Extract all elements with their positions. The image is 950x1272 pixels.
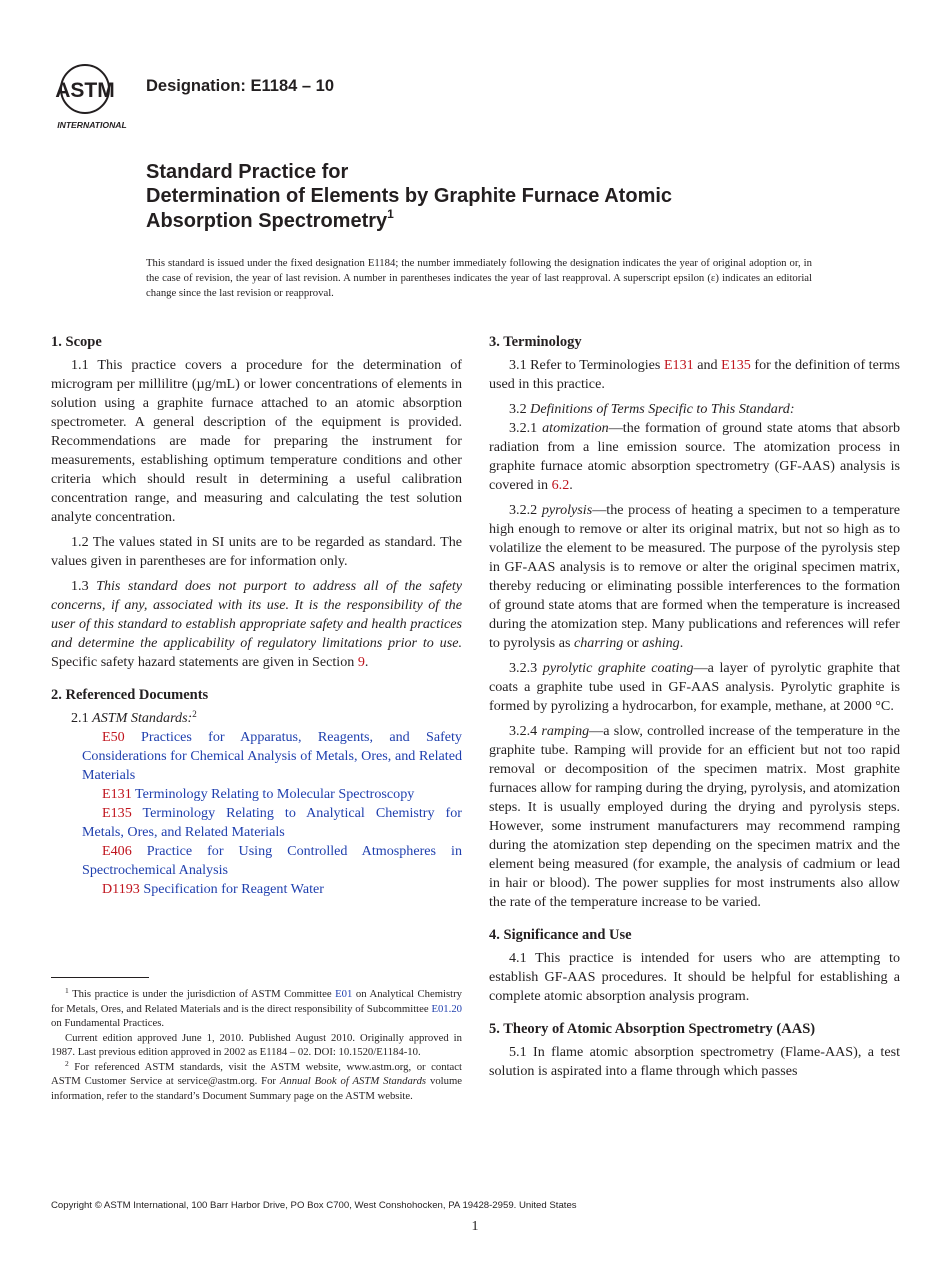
title-footnote-mark: 1 [387,207,394,221]
term-3-2 [489,400,900,419]
footnote-2-mark: 2 [65,1058,69,1068]
document-title [146,160,886,234]
def-or: or [626,635,639,651]
theory-heading: 5. Theory of Atomic Absorption Spectrometry (AAS) [489,1021,816,1037]
scope-1-3-tail: Specific safety hazard statements are given in Section [51,654,355,670]
designation: Designation: E1184 – 10 [146,77,335,95]
def-term: pyrolytic graphite coating [542,660,694,676]
ref-code[interactable]: D1193 [102,881,140,897]
title-line-2: Determination of Elements by Graphite Furnace Atomic [146,185,673,207]
term-3-1-a: 3.1 Refer to Terminologies [509,357,661,373]
ref-item-e131[interactable] [51,785,462,804]
ref-code[interactable]: E406 [102,843,132,859]
footnote-1-b: on Analytical Chemistry for Metals, Ores, and Related Materials and is the direct responsibility of Subcommittee [51,988,463,1015]
refdocs-footnote-mark: 2 [192,709,197,719]
footnote-1 [51,987,462,1031]
def-term: pyrolysis [541,502,593,518]
ref-item-e406[interactable] [51,842,462,880]
e135-link[interactable]: E135 [721,357,751,373]
footnote-1-a: This practice is under the jurisdiction of ASTM Committee [72,988,332,1000]
scope-1-3 [51,577,462,672]
def-italic-ashing: ashing [642,635,680,651]
scope-1-3-num: 1.3 [71,578,89,594]
scope-1-3-italic: This standard does not purport to address all of the safety concerns, if any, associated with its use. It is the responsibility of the user of this standard to establish appropriate safety and health practices and determine the applicability of regulatory limitations prior to use. [51,578,462,651]
theory-5-1: 5.1 In flame atomic absorption spectrometry (Flame-AAS), a test solution is aspirated into a flame through which passes [489,1044,900,1079]
ref-item-e50[interactable] [51,728,462,785]
term-3-2-num: 3.2 [509,401,527,417]
ref-code[interactable]: E50 [102,729,125,745]
def-num: 3.2.1 [509,420,538,436]
refdocs-heading: 2. Referenced Documents [51,687,209,703]
footnotes [51,987,462,1103]
ref-title[interactable]: Specification for Reagent Water [143,881,324,897]
ref-code[interactable]: E131 [102,786,132,802]
logo-letters: ASTM [55,79,115,102]
term-3-2-label: Definitions of Terms Specific to This Standard: [530,401,795,417]
refdocs-2-1-num: 2.1 [71,710,89,726]
intro-note: This standard is issued under the fixed designation E1184; the number immediately following the designation indicates the year of original adoption or, in the case of revision, the year of last revision. A number in parentheses indicates the year of last reapproval. A superscript epsilon (ε) indicates an editorial change since the last revision or reapproval. [146,257,812,299]
term-3-1-and: and [697,357,718,373]
def-term: atomization [542,420,609,436]
def-text: —the formation of ground state atoms that absorb radiation from a line emission source. The atomization process in graphite furnace atomic absorption spectrometry (GF-AAS) analysis is covered in [489,420,900,493]
logo-wordmark: INTERNATIONAL [57,120,127,130]
def-num: 3.2.4 [509,723,538,739]
def-text: —a slow, controlled increase of the temperature in the graphite tube. Ramping will provide for an efficient but not too rapid removal or decomposition of the specimen matrix. Most graphite furnaces allow for ramping during the drying, pyrolysis, and atomization steps. It is usually employed during the drying and pyrolysis steps. However, some instrument manufacturers may recommend ramping during the atomization step depending on the specimen matrix and the element being measured (for example, the analysis of cadmium or lead in hair or blood). The power supplies for most instruments also allow the rate of the temperature increase to be varied. [489,723,900,910]
e131-link[interactable]: E131 [663,357,694,373]
footnote-edition: Current edition approved June 1, 2010. Published August 2010. Originally approved in 1987. Last previous edition approved in 2002 as E1184 – 02. DOI: 10.1520/E1184-10. [51,1031,462,1058]
def-pyrolytic-graphite-coating [489,659,900,716]
ref-title[interactable]: Practice for Using Controlled Atmospheres in Spectrochemical Analysis [82,843,462,878]
def-end: . [679,635,684,651]
footnote-2-a: For referenced ASTM standards, visit the ASTM website, www.astm.org, or contact ASTM Customer Service at service@astm.org. For [51,1060,462,1087]
subcommittee-e0120-link[interactable]: E01.20 [431,1002,463,1015]
title-line-3-text: Absorption Spectrometry [146,210,388,232]
page-number: 1 [471,1219,479,1234]
def-term: ramping [541,723,590,739]
refdocs-2-1-label: ASTM Standards: [92,710,193,726]
refdocs-2-1 [51,709,462,728]
scope-1-1: 1.1 This practice covers a procedure for the determination of microgram per millilitre (µg/mL) or lower concentrations of elements in solution using a graphite furnace attached to an atomic absorption spectrometer. A general description of the equipment is provided. Recommendations are made for preparing the instrument for measurements, establishing optimum temperature conditions and other criteria which should result in determining a useful calibration concentration range, and measuring and calculating the test solution analyte concentration. [51,357,462,525]
def-text: —a layer of pyrolytic graphite that coats a graphite tube used in GF-AAS analysis. Pyrolytic graphite is formed by pyrolizing a hydrocarbon, for example, methane, at 2000 °C. [489,660,900,714]
scope-1-2: 1.2 The values stated in SI units are to be regarded as standard. The values given in parentheses are for information only. [51,534,462,569]
significance-heading: 4. Significance and Use [489,927,632,943]
def-text: —the process of heating a specimen to a temperature high enough to remove or alter its original matrix, but not so high as to volatilize the element to be measured. The purpose of the pyrolysis step in GF-AAS analysis is to remove or alter the original specimen matrix, thereby reducing or eliminating possible interferences to the formation of ground state atoms that are formed when the temperature is increased during the atomization step. Many publications and references will refer to pyrolysis as [489,502,901,651]
ref-item-d1193[interactable] [51,880,462,899]
def-italic-charring: charring [573,635,624,651]
title-line-1: Standard Practice for [146,161,349,183]
scope-1-3-end: . [364,654,369,670]
astm-logo [50,62,136,132]
left-column [51,330,462,899]
footnote-2 [51,1060,462,1104]
terminology-heading: 3. Terminology [489,334,582,350]
def-num: 3.2.2 [509,502,538,518]
def-atomization [489,419,900,495]
section-9-link[interactable]: 9 [357,654,365,670]
footnote-2-b: volume information, refer to the standard’s Document Summary page on the ASTM website. [51,1075,463,1102]
def-end: . [569,477,573,493]
footnote-2-italic: Annual Book of ASTM Standards [279,1075,427,1087]
ref-item-e135[interactable] [51,804,462,842]
ref-title[interactable]: Practices for Apparatus, Reagents, and Safety Considerations for Chemical Analysis of Metals, Ores, and Related Materials [82,729,462,783]
term-3-1-b: for the definition of terms used in this practice. [489,357,900,392]
def-ramping [489,722,900,912]
footnote-1-mark: 1 [65,986,69,995]
scope-heading: 1. Scope [51,334,102,350]
footnote-rule [51,977,149,978]
significance-4-1: 4.1 This practice is intended for users who are attempting to establish GF-AAS procedures. It should be helpful for establishing a complete atomic absorption analysis program. [489,950,900,1004]
title-line-3 [146,209,886,234]
footnote-1-c: on Fundamental Practices. [51,1017,165,1029]
committee-e01-link[interactable]: E01 [335,988,353,1000]
ref-title[interactable]: Terminology Relating to Analytical Chemistry for Metals, Ores, and Related Materials [82,805,462,840]
copyright: Copyright © ASTM International, 100 Barr Harbor Drive, PO Box C700, West Conshohocken, PA 19428-2959. United States [51,1200,577,1211]
term-3-1 [489,356,900,394]
def-num: 3.2.3 [509,660,538,676]
right-column [489,330,900,1081]
section-6-2-link[interactable]: 6.2 [551,477,570,493]
ref-code[interactable]: E135 [102,805,132,821]
ref-title[interactable]: Terminology Relating to Molecular Spectroscopy [135,786,415,802]
def-pyrolysis [489,501,900,653]
